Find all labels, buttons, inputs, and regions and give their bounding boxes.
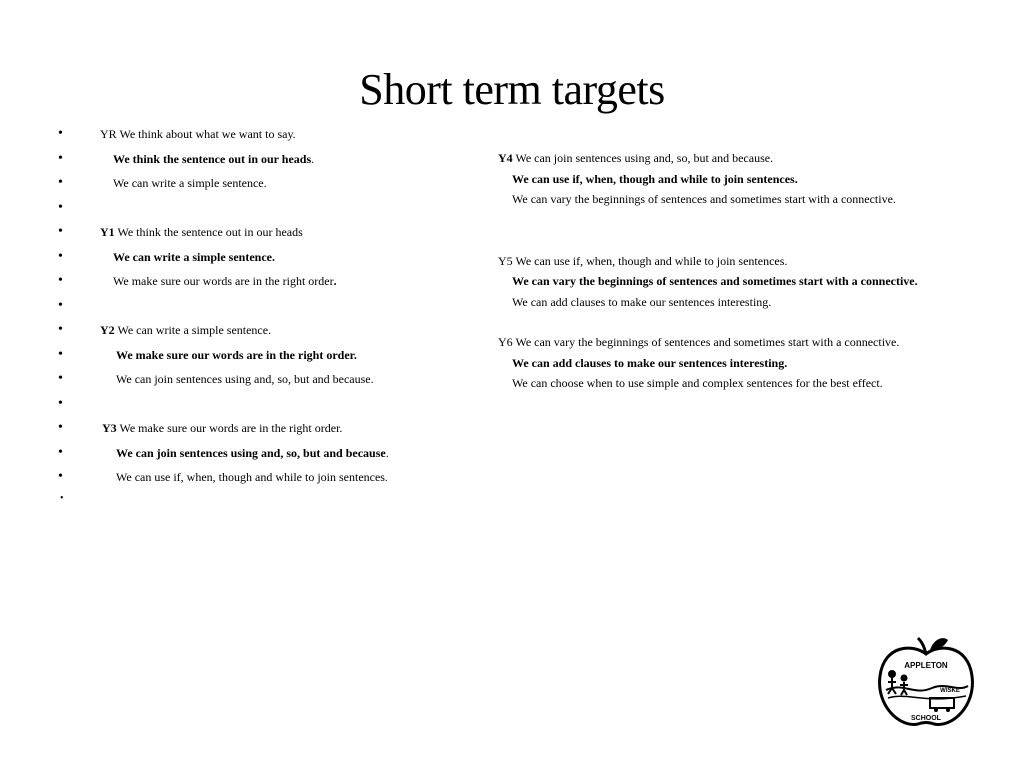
bullet-icon: • [58,322,63,337]
block-line: We can vary the beginnings of sentences and sometimes start with a connective. [512,192,896,206]
bullet-icon: • [58,420,63,435]
list-item: • Y1 We think the sentence out in our heads [58,220,478,245]
bullet-icon: • [58,224,63,239]
block-line: We can add clauses to make our sentences interesting. [512,355,788,370]
bullet-icon: • [58,273,63,288]
block-line: Y4 We can join sentences using and, so, but and because. [498,151,774,165]
bullet-icon: • [58,126,63,141]
bullet-icon: • [58,444,63,460]
list-item: • YR We think about what we want to say. [58,122,478,147]
bullet-icon: • [60,492,64,504]
block-line: We can add clauses to make our sentences interesting. [512,294,772,309]
list-item: • We can write a simple sentence. [58,171,478,196]
target-block-y6 [498,332,998,394]
slide-title: Short term targets [359,65,665,114]
left-target-list [58,122,478,508]
bullet-icon: • [58,346,63,362]
list-item: • We can write a simple sentence. [58,245,478,270]
list-item: • Y3 We make sure our words are in the right order. [58,416,478,441]
bullet-icon: • [58,175,63,190]
block-line: Y6 We can vary the beginnings of sentences and sometimes start with a connective. [498,335,900,349]
block-line: We can use if, when, though and while to join sentences. [512,171,798,186]
list-item: • We make sure our words are in the right order. [58,269,478,294]
logo-top-text: APPLETON [904,661,948,670]
list-item: • We can use if, when, though and while to join sentences. [58,465,478,490]
list-item [58,196,478,221]
bullet-icon: • [58,469,63,484]
bullet-icon: • [58,248,63,264]
list-item: • We think the sentence out in our heads. [58,147,478,172]
block-line: We can vary the beginnings of sentences and sometimes start with a connective. [512,274,918,288]
bullet-icon: • [58,297,63,313]
target-block-y4 [498,148,998,210]
list-item: • Y2 We can write a simple sentence. [58,318,478,343]
bullet-icon: • [58,371,63,386]
block-line: We can choose when to use simple and complex sentences for the best effect. [512,376,883,390]
school-logo-apple-icon [874,634,978,730]
logo-middle-text: WISKE [940,688,960,694]
bullet-icon: • [58,395,63,411]
right-target-column [498,148,998,394]
bullet-icon: • [58,150,63,166]
bullet-icon: • [58,199,63,215]
block-line: Y5 We can use if, when, though and while to join sentences. [498,253,788,268]
list-item: • We make sure our words are in the right order. [58,343,478,368]
list-item [58,294,478,319]
logo-bottom-text: SCHOOL [911,715,941,722]
list-item [58,490,478,508]
list-item [58,392,478,417]
list-item: • We can join sentences using and, so, but and because. [58,441,478,466]
list-item: • We can join sentences using and, so, but and because. [58,367,478,392]
target-block-y5 [498,251,998,313]
